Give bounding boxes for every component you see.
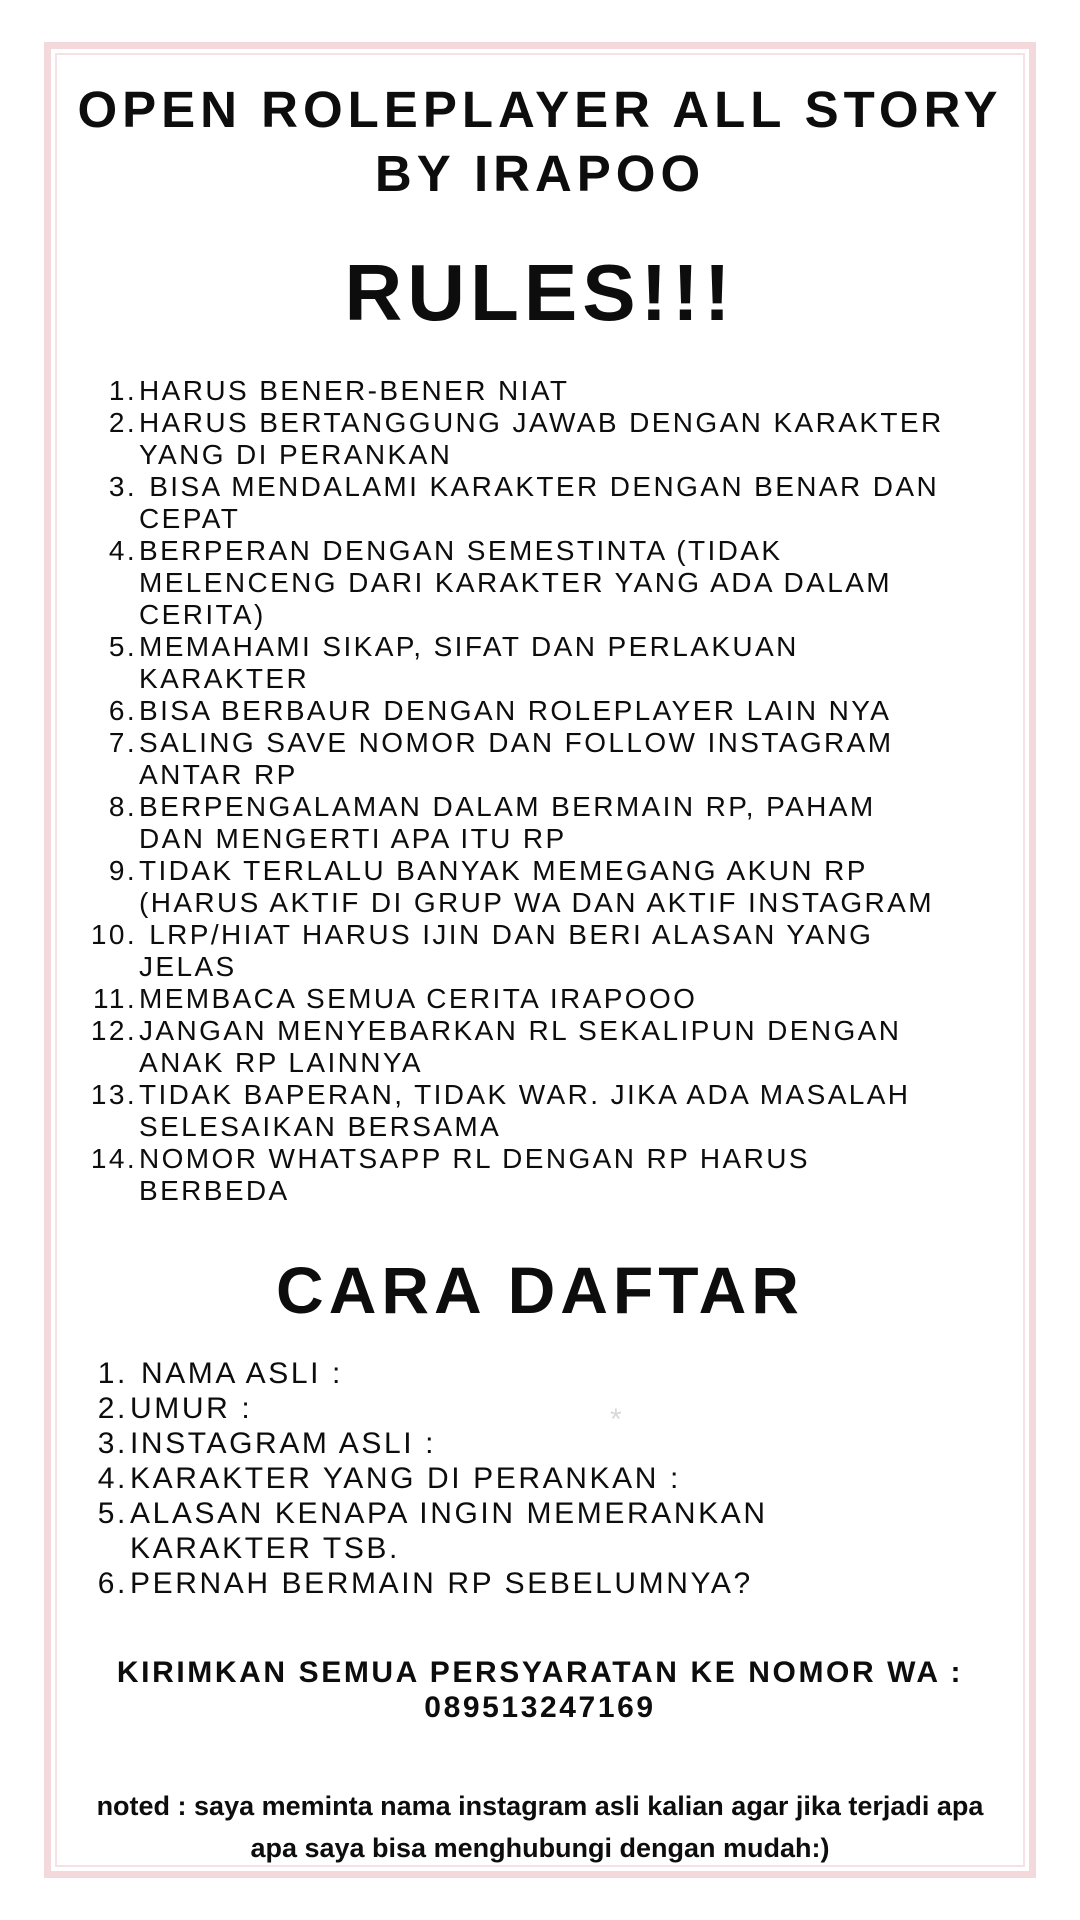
note-text: noted : saya meminta nama instagram asli kalian agar jika terjadi apa apa saya bisa menghubungi dengan mudah:) [96, 1791, 984, 1863]
rule-item-text: MEMAHAMI SIKAP, SIFAT DAN PERLAKUAN KARAKTER [139, 631, 799, 694]
registration-item [90, 1426, 990, 1461]
rule-item-text: MEMBACA SEMUA CERITA IRAPOOO [139, 983, 698, 1014]
registration-item-number: 3. [97, 1427, 128, 1460]
rule-item-number: 9. [108, 855, 137, 886]
rule-item [82, 983, 1012, 1015]
rule-item-number: 5. [108, 631, 137, 662]
rule-item-text: HARUS BENER-BENER NIAT [139, 375, 570, 406]
rule-item-number: 4. [108, 535, 137, 566]
registration-item-text: KARAKTER YANG DI PERANKAN : [130, 1462, 681, 1495]
rule-item [82, 407, 1012, 471]
rule-item-number: 10. [90, 919, 137, 950]
rule-item [82, 375, 1012, 407]
contact-phone-number: 089513247169 [424, 1691, 656, 1724]
rule-item [82, 1015, 1012, 1079]
registration-item-number: 5. [97, 1497, 128, 1530]
rule-item-number: 6. [108, 695, 137, 726]
rule-item-number: 8. [108, 791, 137, 822]
rule-item-text: BISA MENDALAMI KARAKTER DENGAN BENAR DAN CEPAT [139, 471, 940, 534]
rule-item-text: TIDAK BAPERAN, TIDAK WAR. JIKA ADA MASALAH SELESAIKAN BERSAMA [139, 1079, 911, 1142]
rule-item [82, 1079, 1012, 1143]
registration-item-number: 1. [97, 1357, 128, 1390]
rule-item-text: BISA BERBAUR DENGAN ROLEPLAYER LAIN NYA [139, 695, 892, 726]
contact-instruction [60, 1655, 1020, 1725]
contact-instruction-text: KIRIMKAN SEMUA PERSYARATAN KE NOMOR WA : [116, 1656, 964, 1689]
registration-item [90, 1391, 990, 1426]
rule-item-text: NOMOR WHATSAPP RL DENGAN RP HARUS BERBEDA [139, 1143, 810, 1206]
rule-item [82, 535, 1012, 631]
rule-item-number: 12. [90, 1015, 137, 1046]
asterisk-icon: * [610, 1403, 622, 1436]
registration-heading: CARA DAFTAR [276, 1253, 804, 1327]
rule-item-text: BERPENGALAMAN DALAM BERMAIN RP, PAHAM DAN MENGERTI APA ITU RP [139, 791, 876, 854]
rule-item [82, 855, 1012, 919]
rule-item [82, 471, 1012, 535]
registration-item-text: INSTAGRAM ASLI : [130, 1427, 437, 1460]
rule-item [82, 919, 1012, 983]
rule-item-number: 14. [90, 1143, 137, 1174]
rule-item-number: 7. [108, 727, 137, 758]
registration-item [90, 1496, 990, 1566]
rule-item-text: JANGAN MENYEBARKAN RL SEKALIPUN DENGAN ANAK RP LAINNYA [139, 1015, 902, 1078]
registration-item-number: 4. [97, 1462, 128, 1495]
rule-item [82, 727, 1012, 791]
registration-item-text: NAMA ASLI : [130, 1357, 343, 1390]
registration-item [90, 1566, 990, 1601]
rule-item-text: HARUS BERTANGGUNG JAWAB DENGAN KARAKTER YANG DI PERANKAN [139, 407, 944, 470]
page-title-line1: OPEN ROLEPLAYER ALL STORY [77, 81, 1003, 138]
page-title [60, 78, 1020, 206]
registration-item-text: PERNAH BERMAIN RP SEBELUMNYA? [130, 1567, 753, 1600]
registration-item [90, 1461, 990, 1496]
rule-item-text: BERPERAN DENGAN SEMESTINTA (TIDAK MELENCENG DARI KARAKTER YANG ADA DALAM CERITA) [139, 535, 893, 630]
rules-heading: RULES!!! [344, 248, 736, 337]
rule-item [82, 631, 1012, 695]
rule-item [82, 695, 1012, 727]
rule-item-number: 3. [108, 471, 137, 502]
rules-list [82, 375, 1012, 1207]
rule-item-number: 1. [108, 375, 137, 406]
rule-item [82, 1143, 1012, 1207]
rule-item-text: LRP/HIAT HARUS IJIN DAN BERI ALASAN YANG JELAS [139, 919, 874, 982]
registration-item-text: UMUR : [130, 1392, 253, 1425]
registration-item-number: 6. [97, 1567, 128, 1600]
rule-item-text: TIDAK TERLALU BANYAK MEMEGANG AKUN RP (HARUS AKTIF DI GRUP WA DAN AKTIF INSTAGRAM [139, 855, 934, 918]
rule-item-number: 11. [92, 983, 137, 1014]
rule-item-number: 13. [90, 1079, 137, 1110]
registration-item-number: 2. [97, 1392, 128, 1425]
registration-item [90, 1356, 990, 1391]
rule-item-number: 2. [108, 407, 137, 438]
page-title-line2: BY IRAPOO [374, 145, 706, 202]
rule-item-text: SALING SAVE NOMOR DAN FOLLOW INSTAGRAM ANTAR RP [139, 727, 894, 790]
registration-item-text: ALASAN KENAPA INGIN MEMERANKAN KARAKTER TSB. [130, 1497, 768, 1565]
rule-item [82, 791, 1012, 855]
registration-list [90, 1356, 990, 1601]
